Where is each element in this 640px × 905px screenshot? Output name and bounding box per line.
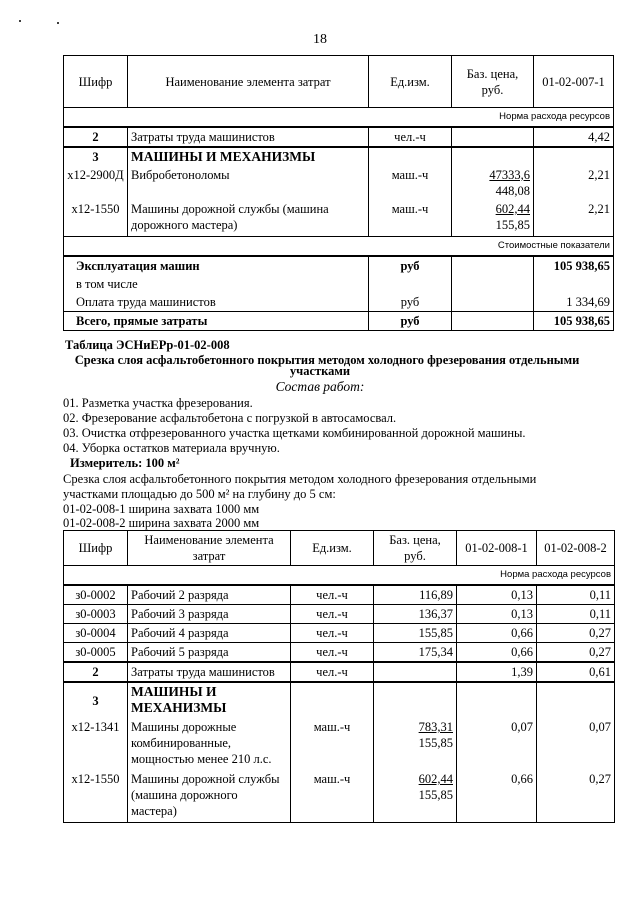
table-row: х12-1550 Машины дорожной службы (машина дорожного мастера) маш.-ч 602,44 155,85 2,21 — [64, 200, 614, 236]
cost-label-row — [64, 236, 614, 256]
variant-2: 01-02-008-2 ширина захвата 2000 мм — [63, 516, 260, 530]
table-header — [64, 56, 614, 108]
header-col2: 01-02-008-2 — [537, 531, 615, 566]
norm-label: Норма расхода ресурсов — [64, 566, 615, 586]
table-title: Таблица ЭСНиЕРр-01-02-008 — [65, 338, 230, 352]
table-row: в том числе — [64, 275, 614, 293]
header-price: Баз. цена, руб. — [452, 56, 534, 108]
header-col1: 01-02-007-1 — [534, 56, 614, 108]
table-row: Эксплуатация машин руб 105 938,65 — [64, 256, 614, 275]
header-code: Шифр — [64, 56, 128, 108]
cost-label: Стоимостные показатели — [64, 236, 614, 256]
section-heading-cont: участками — [289, 364, 351, 378]
table-row: Всего, прямые затраты руб 105 938,65 — [64, 311, 614, 330]
norm-row — [64, 566, 615, 586]
table-row: х12-2900Д Вибробетоноломы маш.-ч 47333,6 448,08 2,21 — [64, 166, 614, 200]
header-col1: 01-02-008-1 — [457, 531, 537, 566]
table-row: з0-0005 Рабочий 5 разряда чел.-ч 175,34 0,66 0,27 — [64, 643, 615, 663]
description-line1: Срезка слоя асфальтобетонного покрытия методом холодного фрезерования отдельными — [63, 472, 537, 486]
table-row: з0-0002 Рабочий 2 разряда чел.-ч 116,89 0,13 0,11 — [64, 585, 615, 605]
description-line2: участками площадью до 500 м² на глубину до 5 см: — [63, 487, 336, 501]
step-3: 03. Очистка отфрезерованного участка щетками комбинированной дорожной машины. — [63, 426, 526, 440]
table-row: з0-0003 Рабочий 3 разряда чел.-ч 136,37 0,13 0,11 — [64, 605, 615, 624]
table-row: 3 МАШИНЫ И МЕХАНИЗМЫ — [64, 147, 614, 166]
table-row: 2 Затраты труда машинистов чел.-ч 1,39 0,61 — [64, 662, 615, 682]
header-code: Шифр — [64, 531, 128, 566]
table-row: 2 Затраты труда машинистов чел.-ч 4,42 — [64, 127, 614, 147]
table-row: 3 МАШИНЫ И МЕХАНИЗМЫ — [64, 682, 615, 718]
norm-label: Норма расхода ресурсов — [64, 108, 614, 128]
header-unit: Ед.изм. — [369, 56, 452, 108]
step-4: 04. Уборка остатков материала вручную. — [63, 441, 280, 455]
step-1: 01. Разметка участка фрезерования. — [63, 396, 253, 410]
resource-table-01-02-007 — [63, 55, 614, 331]
step-2: 02. Фрезерование асфальтобетона с погрузкой в автосамосвал. — [63, 411, 397, 425]
table-row: х12-1550 Машины дорожной службы (машина дорожного мастера) маш.-ч 602,44 155,85 0,66 0,27 — [64, 770, 615, 822]
variant-1: 01-02-008-1 ширина захвата 1000 мм — [63, 502, 260, 516]
composition-label: Состав работ: — [275, 379, 365, 394]
header-name: Наименование элемента затрат — [128, 56, 369, 108]
header-name: Наименование элемента затрат — [128, 531, 291, 566]
header-price: Баз. цена, руб. — [374, 531, 457, 566]
table-header — [64, 531, 615, 566]
table-row: Оплата труда машинистов руб 1 334,69 — [64, 293, 614, 312]
table-row: х12-1341 Машины дорожные комбинированные, мощностью менее 210 л.с. маш.-ч 783,31 155,85 0,07 0,07 — [64, 718, 615, 770]
measure-unit: Измеритель: 100 м² — [70, 456, 180, 470]
resource-table-01-02-008 — [63, 530, 615, 823]
page-number: 18 — [313, 32, 327, 47]
scan-speck — [57, 22, 59, 24]
scan-speck — [19, 20, 21, 22]
section-heading: Срезка слоя асфальтобетонного покрытия методом холодного фрезерования отдельными — [74, 353, 580, 367]
table-row: з0-0004 Рабочий 4 разряда чел.-ч 155,85 0,66 0,27 — [64, 624, 615, 643]
norm-row — [64, 108, 614, 128]
header-unit: Ед.изм. — [291, 531, 374, 566]
